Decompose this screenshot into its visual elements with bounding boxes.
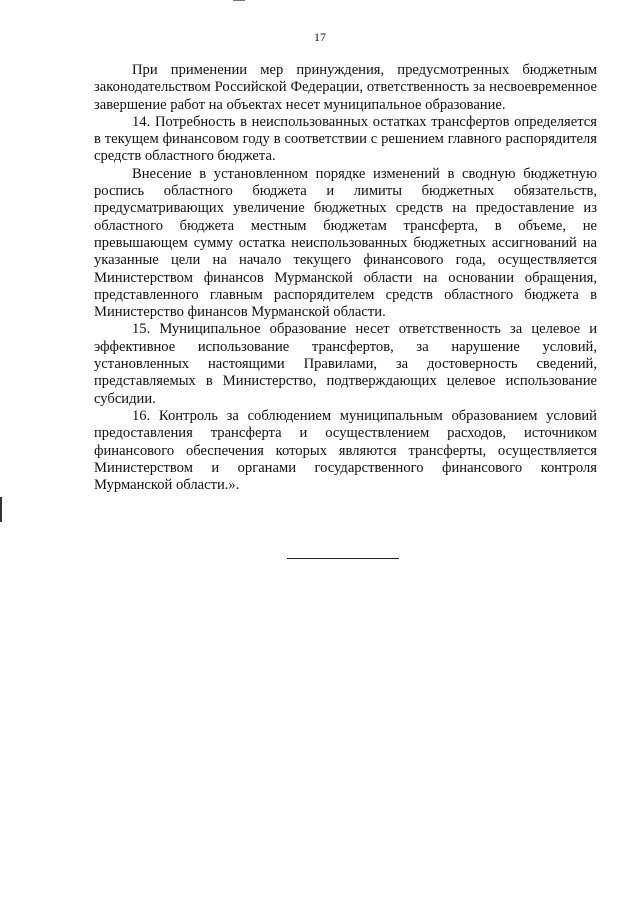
scan-mark-top: [233, 0, 245, 1]
paragraph-14: 14. Потребность в неиспользованных остатках трансфертов определяется в текущем финансовом году в соответствии с решением главного распорядителя средств областного бюджета.: [94, 113, 597, 165]
paragraph-15: 15. Муниципальное образование несет ответственность за целевое и эффективное использование трансфертов, за нарушение условий, установленных настоящими Правилами, за достоверность сведений, представляемых в Министерство, подтверждающих целевое использование субсидии.: [94, 321, 597, 407]
closing-divider: [287, 558, 399, 559]
scan-mark-side: [0, 497, 2, 522]
document-body: [94, 62, 597, 494]
paragraph-16: 16. Контроль за соблюдением муниципальным образованием условий предоставления трансферта и осуществлением расходов, источником финансового обеспечения которых являются трансферты, осуществляется Министерством и органами государственного финансового контроля Мурманской области.».: [94, 407, 597, 494]
paragraph-enforcement: При применении мер принуждения, предусмотренных бюджетным законодательством Российской Федерации, ответственность за несвоевременное завершение работ на объектах несет муниципальное образование.: [94, 62, 597, 113]
paragraph-budget-changes: Внесение в установленном порядке изменений в сводную бюджетную роспись областного бюджета и лимиты бюджетных обязательств, предусматривающих увеличение бюджетных средств на предоставление из областного бюджета местным бюджетам трансферта, в объеме, не превышающем сумму остатка неиспользованных бюджетных ассигнований на указанные цели на начало текущего финансового года, осуществляется Министерством финансов Мурманской области на основании обращения, представленного главным распорядителем средств областного бюджета в Министерство финансов Мурманской области.: [94, 165, 597, 321]
page-number: 17: [314, 30, 326, 44]
